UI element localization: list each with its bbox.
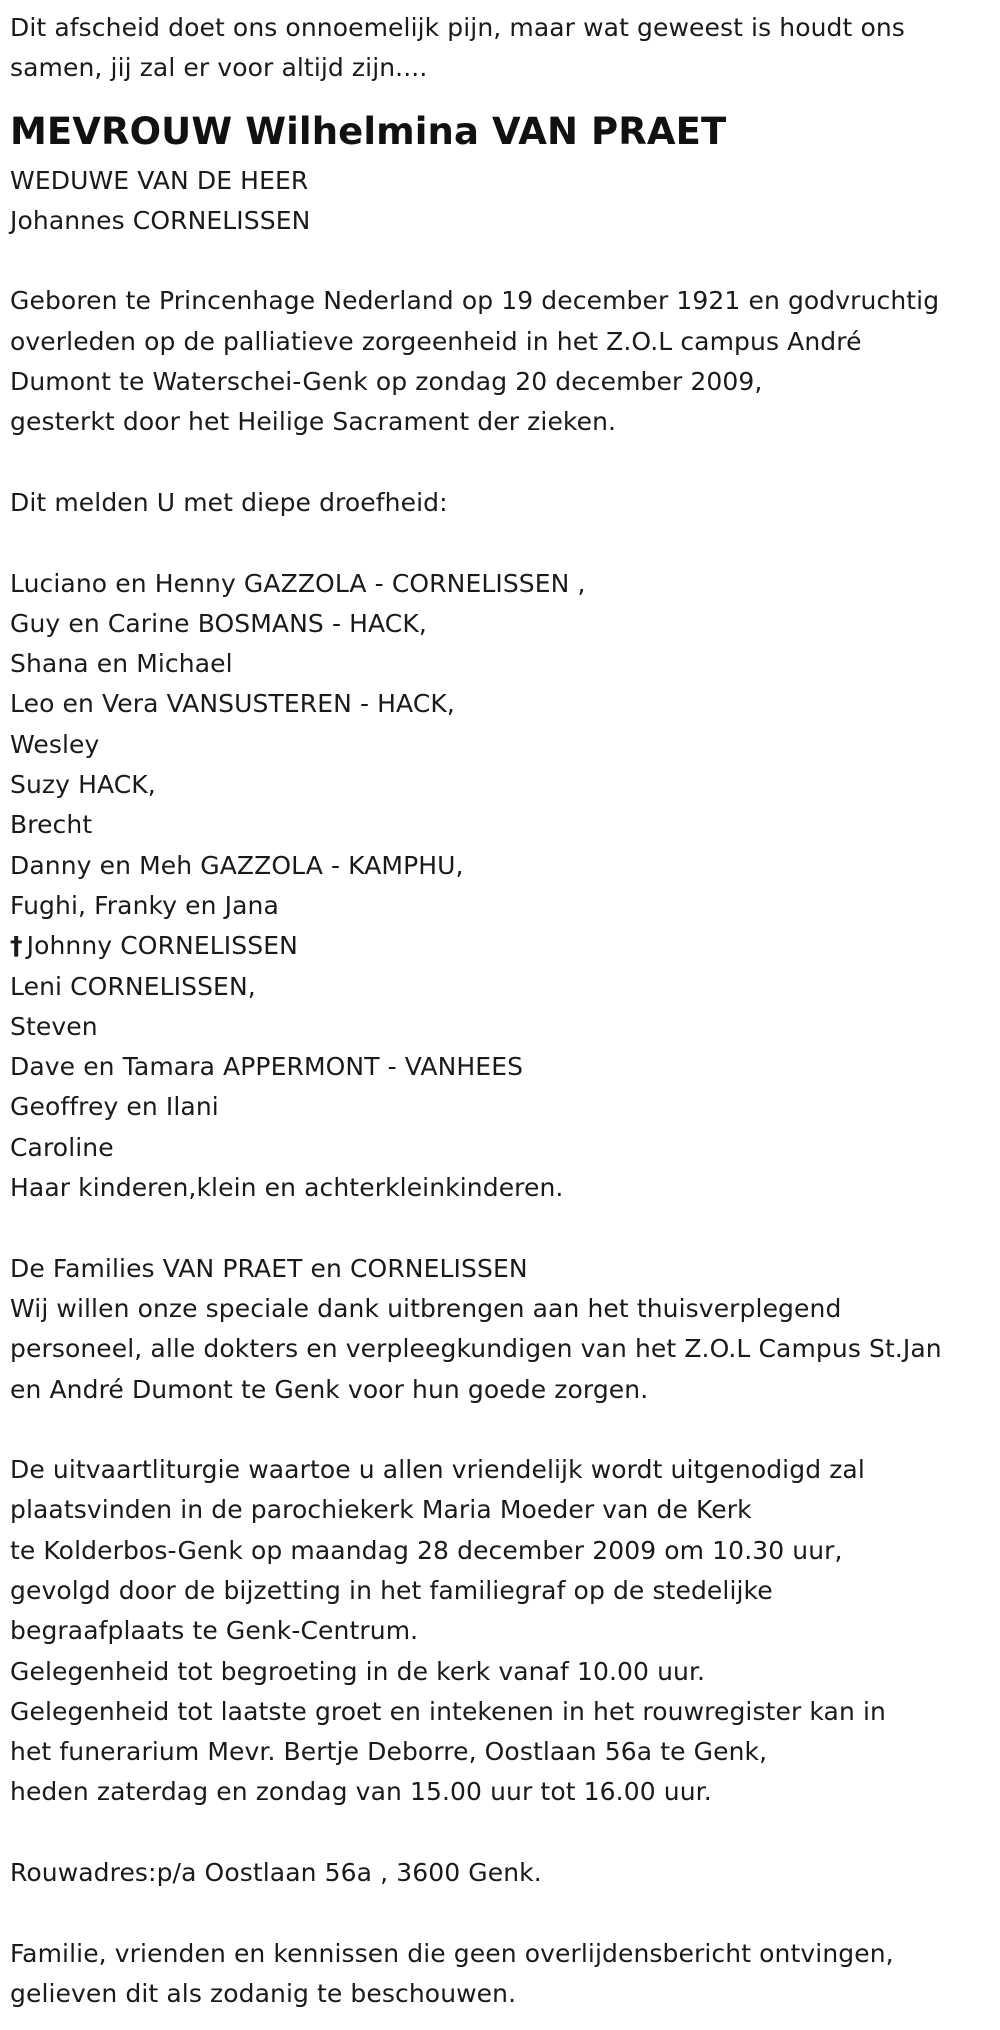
intro-line: Dit afscheid doet ons onnoemelijk pijn, maar wat geweest is houdt ons — [10, 13, 905, 42]
family-member: Brecht — [10, 810, 93, 840]
family-member: Dave en Tamara APPERMONT - VANHEES — [10, 1052, 524, 1082]
family-member: Luciano en Henny GAZZOLA - CORNELISSEN , — [10, 568, 586, 598]
family-member: Danny en Meh GAZZOLA - KAMPHU, — [10, 850, 464, 880]
announcement-line: Dit melden U met diepe droefheid: — [10, 487, 448, 517]
funeral-line: het funerarium Mevr. Bertje Deborre, Oostlaan 56a te Genk, — [10, 1737, 768, 1767]
family-member: Leo en Vera VANSUSTEREN - HACK, — [10, 689, 455, 719]
obituary-document — [10, 8, 995, 2014]
spacer — [10, 523, 995, 563]
funeral-line: Gelegenheid tot begroeting in de kerk vanaf 10.00 uur. — [10, 1656, 706, 1686]
spacer — [10, 1813, 995, 1853]
thanks-line: Wij willen onze speciale dank uitbrengen aan het thuisverplegend — [10, 1293, 842, 1323]
intro-section — [10, 8, 995, 89]
funeral-line: heden zaterdag en zondag van 15.00 uur tot 16.00 uur. — [10, 1777, 712, 1807]
deceased-name: Johnny CORNELISSEN — [26, 931, 298, 961]
thanks-line: personeel, alle dokters en verpleegkundigen van het Z.O.L Campus St.Jan — [10, 1334, 942, 1364]
birth-death-line: Dumont te Waterschei-Genk op zondag 20 december 2009, — [10, 367, 763, 397]
funeral-line: De uitvaartliturgie waartoe u allen vriendelijk wordt uitgenodigd zal — [10, 1455, 865, 1485]
thanks-section — [10, 1249, 995, 1410]
intro-line: samen, jij zal er voor altijd zijn.... — [10, 53, 428, 83]
family-member: Leni CORNELISSEN, — [10, 971, 256, 1001]
family-member: Steven — [10, 1011, 98, 1041]
funeral-section — [10, 1450, 995, 1813]
mourning-address: Rouwadres:p/a Oostlaan 56a , 3600 Genk. — [10, 1858, 542, 1888]
thanks-line: De Families VAN PRAET en CORNELISSEN — [10, 1253, 528, 1283]
cross-icon: † — [10, 931, 23, 961]
thanks-line: en André Dumont te Genk voor hun goede zorgen. — [10, 1374, 649, 1404]
family-member: Caroline — [10, 1132, 114, 1162]
funeral-line: begraafplaats te Genk-Centrum. — [10, 1616, 419, 1646]
spacer — [10, 443, 995, 483]
birth-death-line: gesterkt door het Heilige Sacrament der zieken. — [10, 407, 617, 437]
family-list — [10, 564, 995, 1209]
widow-line: WEDUWE VAN DE HEER — [10, 165, 309, 195]
family-member: Guy en Carine BOSMANS - HACK, — [10, 608, 427, 638]
closing-line: gelieven dit als zodanig te beschouwen. — [10, 1978, 517, 2008]
family-member: Suzy HACK, — [10, 770, 156, 800]
funeral-line: te Kolderbos-Genk op maandag 28 december 2009 om 10.30 uur, — [10, 1535, 843, 1565]
spacer — [10, 1893, 995, 1933]
spacer — [10, 241, 995, 281]
funeral-line: Gelegenheid tot laatste groet en intekenen in het rouwregister kan in — [10, 1696, 886, 1726]
widow-line: Johannes CORNELISSEN — [10, 205, 311, 235]
closing-line: Familie, vrienden en kennissen die geen overlijdensbericht ontvingen, — [10, 1938, 894, 1968]
birth-death-line: Geboren te Princenhage Nederland op 19 december 1921 en godvruchtig — [10, 286, 940, 316]
page-title: MEVROUW Wilhelmina VAN PRAET — [10, 109, 727, 153]
family-member: Fughi, Franky en Jana — [10, 890, 279, 920]
widow-section — [10, 161, 995, 242]
funeral-line: gevolgd door de bijzetting in het familiegraf op de stedelijke — [10, 1575, 773, 1605]
birth-death-line: overleden op de palliatieve zorgeenheid in het Z.O.L campus André — [10, 326, 862, 356]
family-member-deceased — [10, 926, 995, 966]
family-member: Haar kinderen,klein en achterkleinkinderen. — [10, 1173, 564, 1203]
spacer — [10, 1208, 995, 1248]
family-member: Shana en Michael — [10, 649, 233, 679]
closing-section — [10, 1934, 995, 2015]
family-member: Geoffrey en Ilani — [10, 1092, 219, 1122]
spacer — [10, 1410, 995, 1450]
family-member: Wesley — [10, 729, 100, 759]
funeral-line: plaatsvinden in de parochiekerk Maria Moeder van de Kerk — [10, 1495, 752, 1525]
birth-death-section — [10, 281, 995, 442]
